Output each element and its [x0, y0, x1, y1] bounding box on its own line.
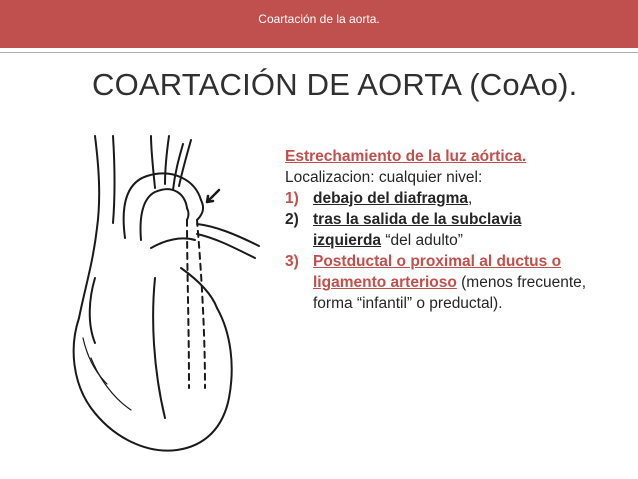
heart-aorta-illustration: [55, 128, 265, 468]
location-line: Localizacion: cualquier nivel:: [285, 169, 483, 186]
level-list: [285, 188, 620, 314]
item-rest: (menos frecuente, forma “infantil” o preductal).: [313, 274, 587, 312]
header-divider: [0, 52, 638, 53]
item-rest: ,: [468, 190, 473, 207]
item-rest: “del adulto”: [381, 232, 463, 249]
content-block: [285, 146, 620, 314]
list-item: [285, 188, 620, 209]
item-bold: Postductal o proximal al ductus o ligamento arterioso: [313, 253, 562, 291]
item-bold: debajo del diafragma: [313, 190, 469, 207]
content-heading: Estrechamiento de la luz aórtica.: [285, 148, 527, 165]
heart-aorta-icon: [55, 128, 265, 468]
item-number: 3): [285, 253, 299, 270]
list-item: [285, 209, 620, 251]
item-bold-2: izquierda: [313, 232, 382, 249]
header-title: Coartación de la aorta.: [258, 12, 380, 26]
item-bold: tras la salida de la subclavia: [313, 211, 522, 228]
list-item: [285, 251, 620, 314]
item-number: 1): [285, 190, 299, 207]
slide-title: COARTACIÓN DE AORTA (CoAo).: [92, 67, 578, 102]
item-number: 2): [285, 211, 299, 228]
